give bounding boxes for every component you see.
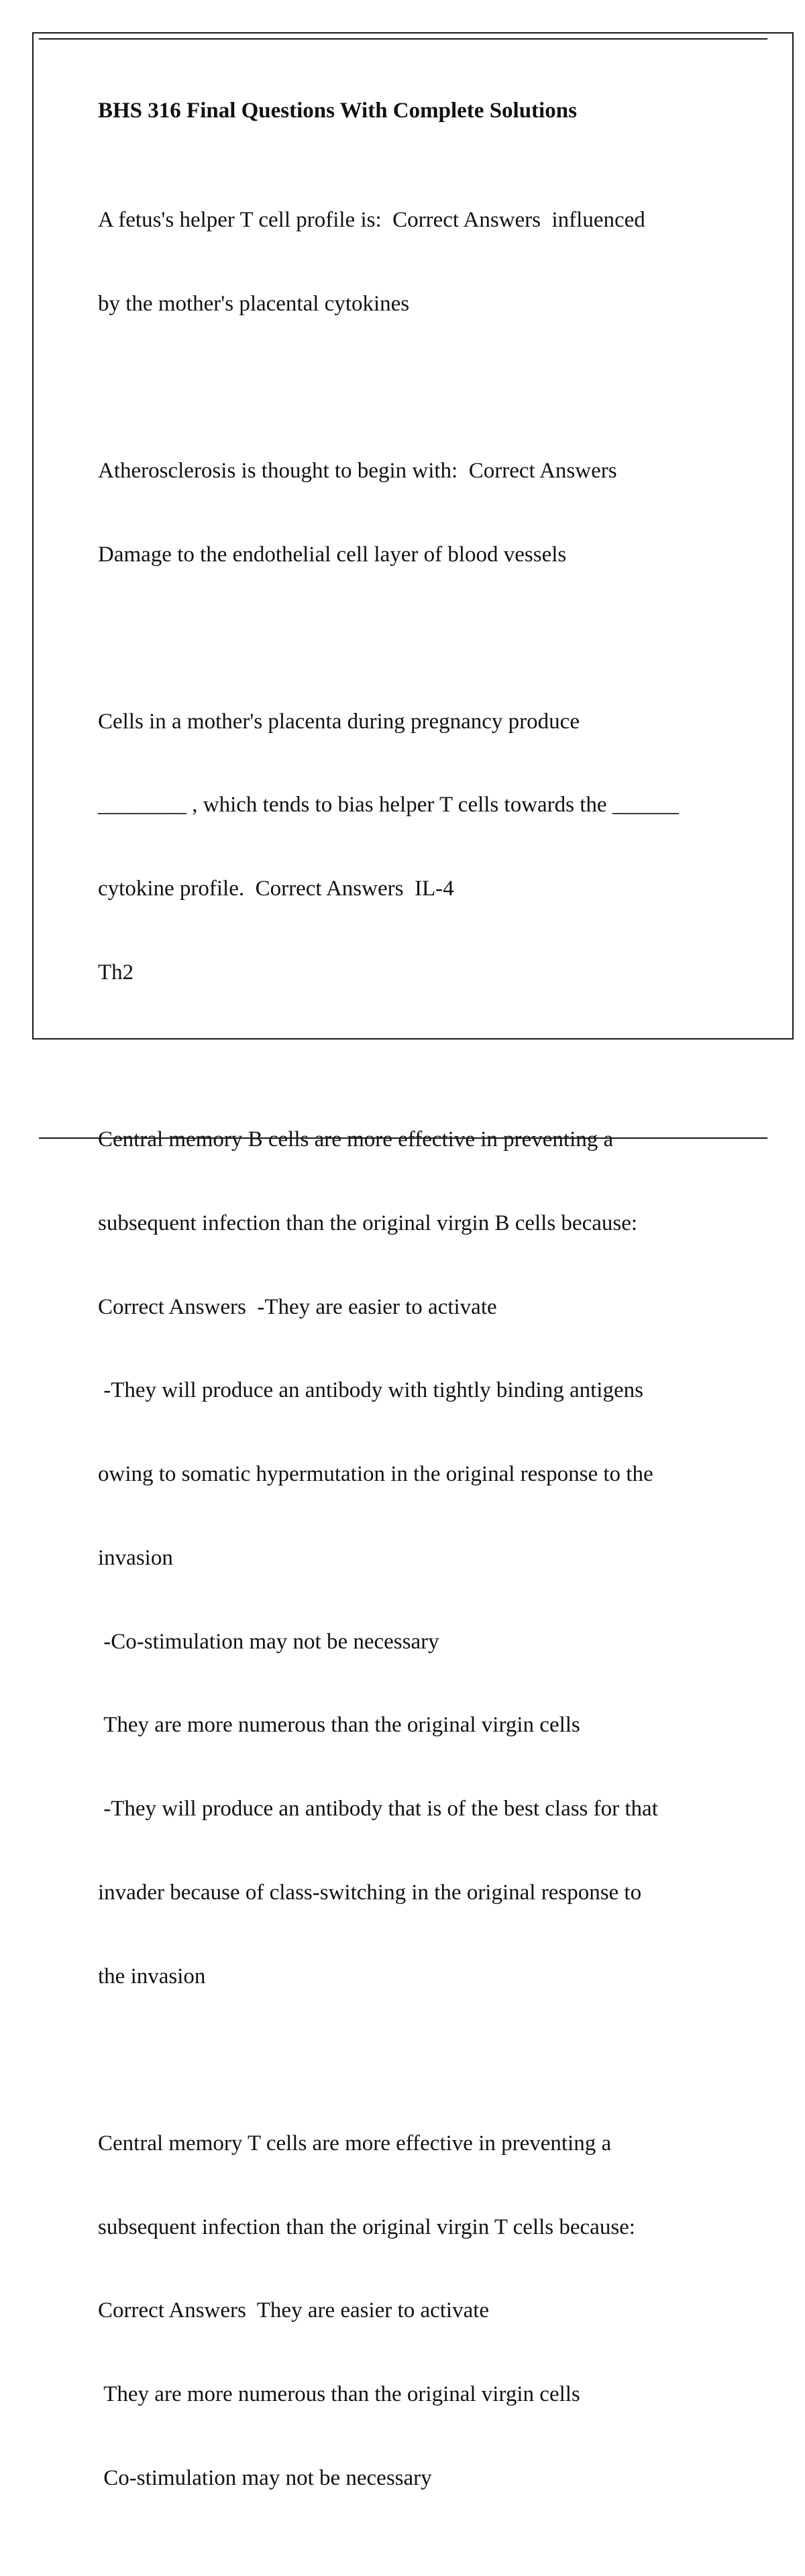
- qa-line: by the mother's placental cytokines: [98, 291, 410, 316]
- qa-line: ________ , which tends to bias helper T cells towards the ______: [98, 793, 679, 818]
- qa-entry-atherosclerosis: [98, 402, 722, 625]
- qa-entry-fetus-helper-t: [98, 151, 722, 374]
- qa-line: Damage to the endothelial cell layer of blood vessels: [98, 542, 567, 567]
- qa-line: They are more numerous than the original virgin cells: [98, 1713, 580, 1738]
- qa-line: Central memory T cells are more effective in preventing a: [98, 2131, 612, 2155]
- page-bottom-rule: [39, 1137, 767, 1139]
- qa-line: Atherosclerosis is thought to begin with: Correct Answers: [98, 458, 617, 483]
- document-title: BHS 316 Final Questions With Complete Solutions: [98, 99, 577, 123]
- qa-line: subsequent infection than the original virgin B cells because:: [98, 1211, 638, 1235]
- qa-line: -Co-stimulation may not be necessary: [98, 1629, 439, 1654]
- document-body: [98, 97, 722, 2576]
- qa-line: Correct Answers They are easier to activate: [98, 2298, 490, 2323]
- qa-line: Central memory B cells are more effective in preventing a: [98, 1127, 614, 1152]
- qa-line: owing to somatic hypermutation in the original response to the: [98, 1462, 653, 1487]
- qa-line: invader because of class-switching in the original response to: [98, 1881, 642, 1905]
- qa-entry-memory-t-cells: [98, 2074, 722, 2549]
- qa-line: Cells in a mother's placenta during pregnancy produce: [98, 709, 580, 734]
- qa-line: -They will produce an antibody that is of the best class for that: [98, 1797, 658, 1822]
- qa-line: Co-stimulation may not be necessary: [98, 2465, 432, 2490]
- qa-line: Th2: [98, 960, 134, 985]
- qa-line: the invasion: [98, 1964, 206, 1989]
- qa-line: They are more numerous than the original virgin cells: [98, 2382, 580, 2407]
- qa-line: -They will produce an antibody with tightly binding antigens: [98, 1378, 643, 1403]
- qa-entry-memory-b-cells: [98, 1070, 722, 2047]
- qa-line: invasion: [98, 1545, 173, 1570]
- qa-line: Correct Answers -They are easier to activate: [98, 1294, 497, 1319]
- qa-line: subsequent infection than the original virgin T cells because:: [98, 2215, 635, 2239]
- qa-line: A fetus's helper T cell profile is: Correct Answers influenced: [98, 208, 645, 233]
- qa-entry-placenta-cytokine: [98, 653, 722, 1043]
- qa-line: cytokine profile. Correct Answers IL-4: [98, 877, 454, 901]
